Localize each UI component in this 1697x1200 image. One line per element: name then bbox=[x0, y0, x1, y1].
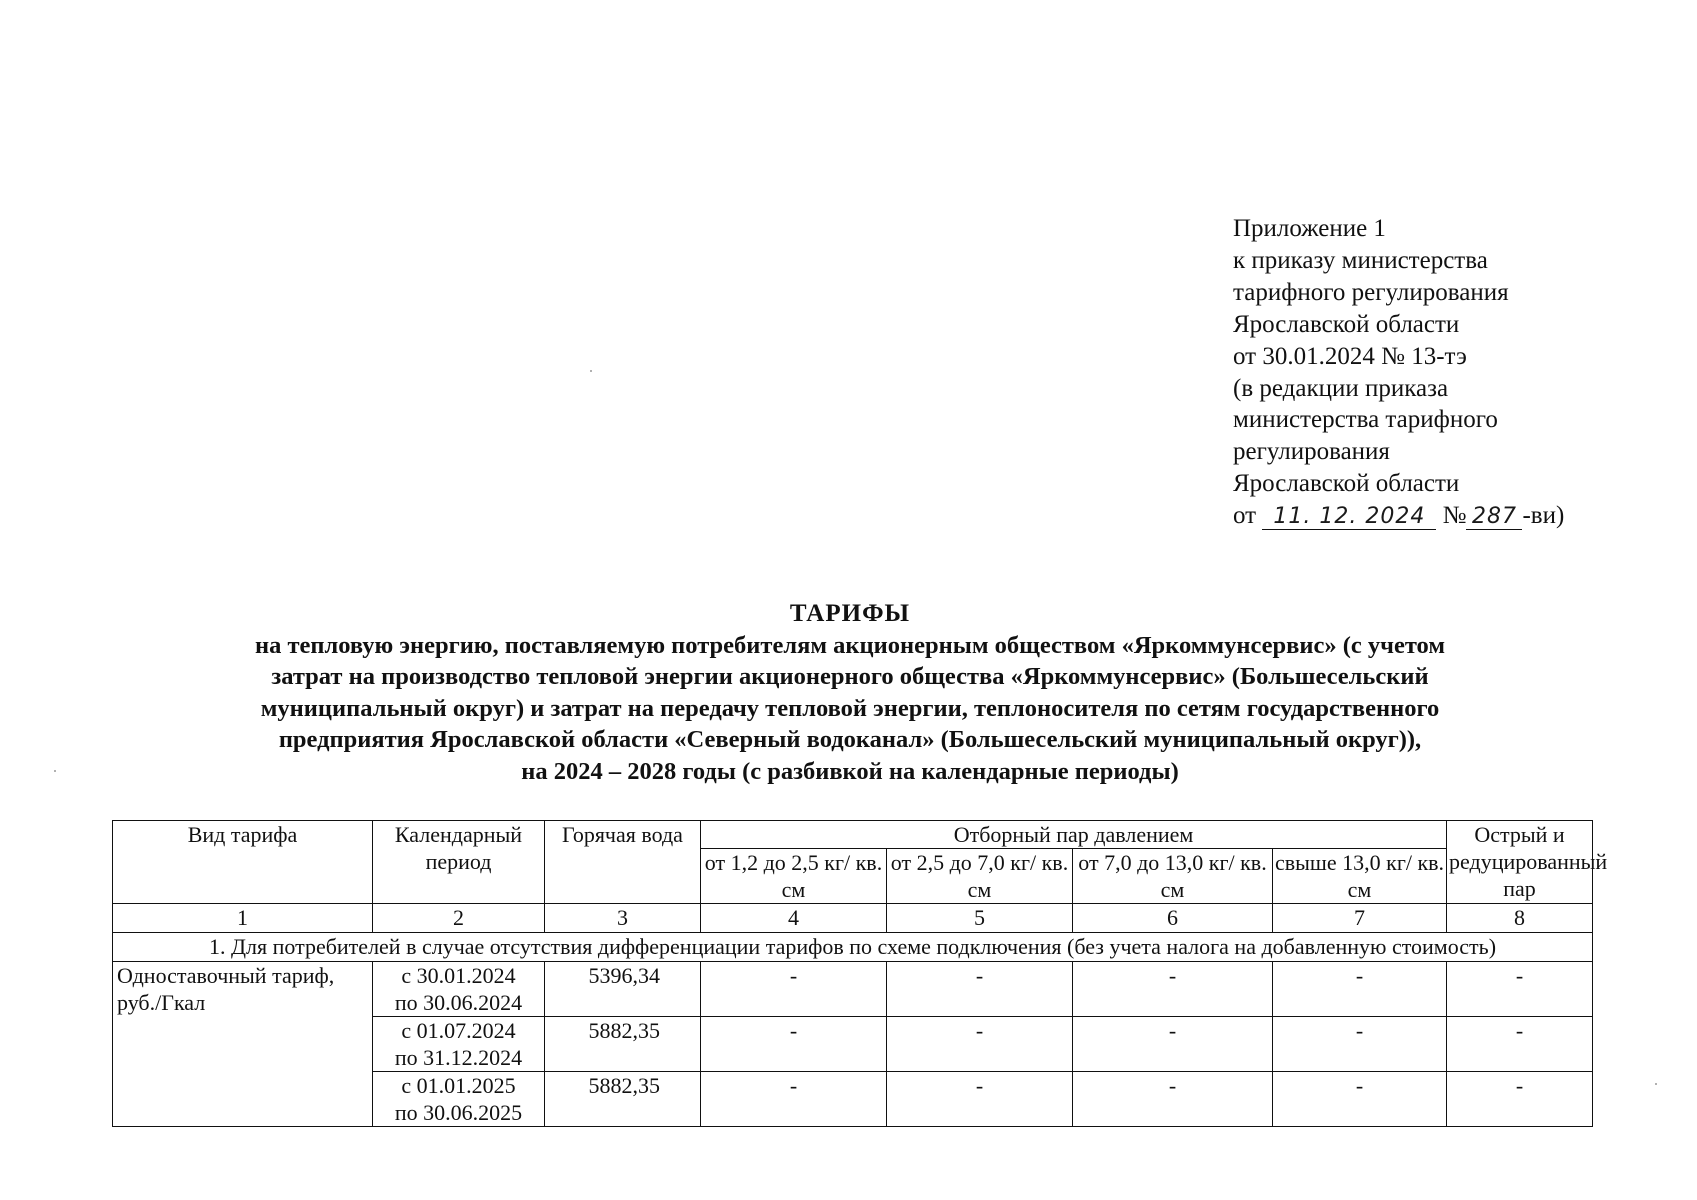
column-number: 6 bbox=[1073, 904, 1273, 933]
header-pressure-3: от 7,0 до 13,0 кг/ кв. см bbox=[1073, 849, 1273, 904]
value-cell: - bbox=[1073, 1017, 1273, 1072]
hot-water-value: 5396,34 bbox=[545, 962, 701, 1017]
appendix-line: Приложение 1 bbox=[1233, 215, 1386, 242]
period-cell bbox=[373, 1072, 545, 1127]
column-number: 3 bbox=[545, 904, 701, 933]
period-to: по 31.12.2024 bbox=[394, 1045, 523, 1070]
column-number: 8 bbox=[1447, 904, 1593, 933]
column-number: 5 bbox=[887, 904, 1073, 933]
header-pressure-1: от 1,2 до 2,5 кг/ кв. см bbox=[701, 849, 887, 904]
document-title bbox=[100, 598, 1600, 787]
value-cell: - bbox=[701, 1072, 887, 1127]
value-cell: - bbox=[701, 962, 887, 1017]
period-from: с 01.07.2024 bbox=[401, 1018, 516, 1043]
value-cell: - bbox=[1073, 1072, 1273, 1127]
period-to: по 30.06.2024 bbox=[394, 990, 523, 1015]
title-main: ТАРИФЫ bbox=[789, 600, 911, 627]
number-sign: № bbox=[1442, 502, 1467, 530]
table-row bbox=[113, 962, 1593, 1017]
scan-speck bbox=[590, 370, 592, 372]
header-pressure-4: свыше 13,0 кг/ кв. см bbox=[1273, 849, 1447, 904]
header-row bbox=[113, 821, 1593, 849]
value-cell: - bbox=[701, 1017, 887, 1072]
appendix-suffix: -ви) bbox=[1522, 502, 1565, 530]
value-cell: - bbox=[1073, 962, 1273, 1017]
column-number: 7 bbox=[1273, 904, 1447, 933]
value-cell: - bbox=[887, 962, 1073, 1017]
appendix-line: Ярославской области bbox=[1233, 470, 1460, 498]
header-period: Календарный период bbox=[373, 821, 545, 904]
tariff-kind: Одноставочный тариф, руб./Гкал bbox=[113, 962, 373, 1127]
appendix-line: к приказу министерства bbox=[1233, 246, 1488, 274]
handwritten-date: 11. 12. 2024 bbox=[1262, 505, 1436, 530]
title-line: на тепловую энергию, поставляемую потребителям акционерным обществом «Яркоммунсервис» (с учетом bbox=[254, 631, 1446, 659]
appendix-line: (в редакции приказа bbox=[1233, 374, 1449, 402]
period-cell bbox=[373, 962, 545, 1017]
value-cell: - bbox=[1273, 1017, 1447, 1072]
scan-speck bbox=[54, 770, 56, 772]
period-to: по 30.06.2025 bbox=[394, 1100, 523, 1125]
header-acute-steam: Острый и редуцированный пар bbox=[1447, 821, 1593, 904]
header-selected-steam: Отборный пар давлением bbox=[701, 821, 1447, 849]
tariffs-table bbox=[112, 820, 1608, 1127]
hot-water-value: 5882,35 bbox=[545, 1072, 701, 1127]
scan-speck bbox=[1655, 1083, 1657, 1085]
value-cell: - bbox=[1447, 962, 1593, 1017]
column-number: 1 bbox=[113, 904, 373, 933]
header-kind: Вид тарифа bbox=[113, 821, 373, 904]
handwritten-number: 287 bbox=[1466, 505, 1522, 530]
title-line: на 2024 – 2028 годы (с разбивкой на календарные периоды) bbox=[521, 757, 1179, 785]
section-title: 1. Для потребителей в случае отсутствия дифференциации тарифов по схеме подключения (без учета налога на добавленную стоимость) bbox=[113, 933, 1593, 962]
period-from: с 01.01.2025 bbox=[401, 1073, 516, 1098]
column-number: 2 bbox=[373, 904, 545, 933]
section-row bbox=[113, 933, 1593, 962]
appendix-line: от 30.01.2024 № 13-тэ bbox=[1233, 342, 1467, 370]
title-line: предприятия Ярославской области «Северный водоканал» (Большесельский муниципальный округ)), bbox=[278, 726, 1422, 753]
appendix-line: регулирования bbox=[1233, 438, 1390, 466]
period-from: с 30.01.2024 bbox=[401, 963, 516, 988]
appendix-line: тарифного регулирования bbox=[1233, 278, 1509, 306]
hot-water-value: 5882,35 bbox=[545, 1017, 701, 1072]
value-cell: - bbox=[1447, 1017, 1593, 1072]
header-pressure-2: от 2,5 до 7,0 кг/ кв. см bbox=[887, 849, 1073, 904]
appendix-last-line bbox=[1233, 500, 1673, 532]
appendix-block bbox=[1233, 213, 1673, 532]
column-number: 4 bbox=[701, 904, 887, 933]
value-cell: - bbox=[887, 1017, 1073, 1072]
value-cell: - bbox=[1273, 962, 1447, 1017]
appendix-line: министерства тарифного bbox=[1233, 406, 1498, 434]
header-hot-water: Горячая вода bbox=[545, 821, 701, 904]
column-numbers-row bbox=[113, 904, 1593, 933]
period-cell bbox=[373, 1017, 545, 1072]
value-cell: - bbox=[887, 1072, 1073, 1127]
title-line: муниципальный округ) и затрат на передачу тепловой энергии, теплоносителя по сетям государственного bbox=[260, 694, 1440, 722]
title-line: затрат на производство тепловой энергии акционерного общества «Яркоммунсервис» (Большесельский bbox=[271, 663, 1429, 690]
appendix-line: Ярославской области bbox=[1233, 310, 1460, 338]
appendix-prefix: от bbox=[1233, 502, 1257, 530]
value-cell: - bbox=[1273, 1072, 1447, 1127]
value-cell: - bbox=[1447, 1072, 1593, 1127]
